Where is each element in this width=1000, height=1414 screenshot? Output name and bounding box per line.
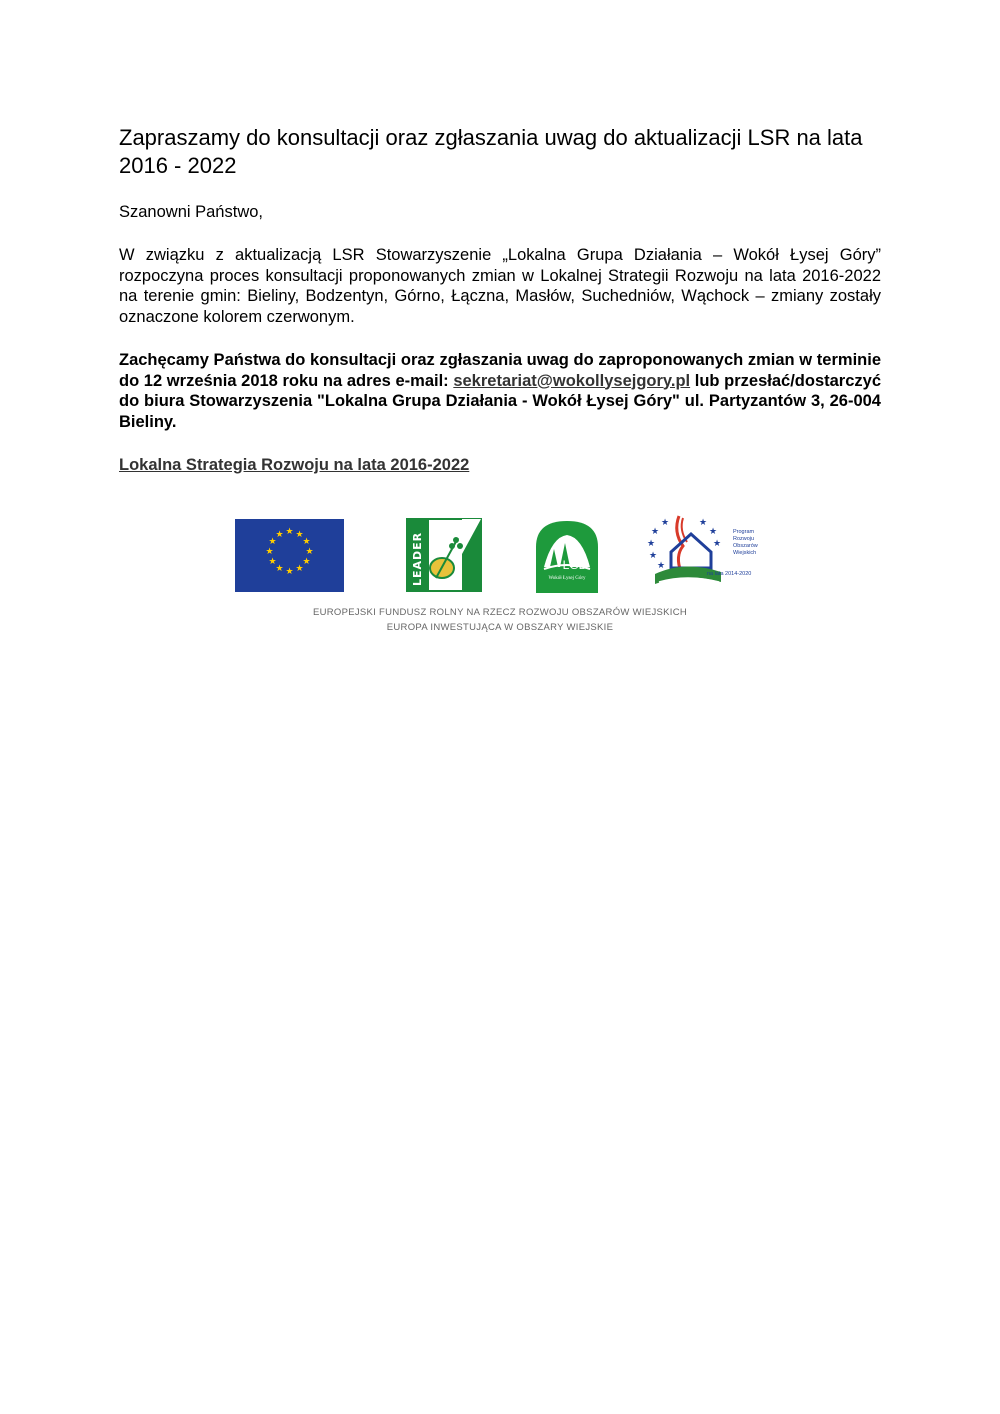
svg-text:★: ★	[713, 539, 722, 549]
svg-text:★: ★	[302, 557, 311, 567]
prow-years: na lata 2014-2020	[707, 571, 752, 577]
svg-text:★: ★	[285, 527, 294, 537]
svg-text:★: ★	[275, 530, 284, 540]
email-link[interactable]: sekretariat@wokollysejgory.pl	[453, 371, 691, 390]
footer-line-1: EUROPEJSKI FUNDUSZ ROLNY NA RZECZ ROZWOJU OBSZARÓW WIEJSKICH	[312, 607, 688, 618]
svg-text:★: ★	[275, 564, 284, 574]
svg-text:★: ★	[268, 557, 277, 567]
lgd-logo	[532, 517, 602, 593]
svg-text:★: ★	[649, 551, 658, 561]
prow-line-1: Program	[733, 529, 755, 535]
svg-text:★: ★	[647, 539, 656, 549]
intro-paragraph: W związku z aktualizacją LSR Stowarzyszenie „Lokalna Grupa Działania – Wokół Łysej Góry” rozpoczyna proces konsultacji proponowanych zmian w Lokalnej Strategii Rozwoju na lata 2016-2022 na terenie gmin: Bieliny, Bodzentyn, Górno, Łączna, Masłów, Suchedniów, Wąchock – zmiany zostały oznaczone kolorem czerwonym.	[119, 246, 881, 326]
svg-text:★: ★	[295, 530, 304, 540]
prow-line-4: Wiejskich	[733, 550, 757, 556]
invitation-text-start: Zachęcamy Państwa do konsultacji oraz zgłaszania uwag do zaproponowanych zmian w terminie do 12 września 2018 roku na adres e-mail:	[119, 351, 881, 390]
funding-logos	[0, 512, 1000, 642]
lsr-document-link[interactable]: Lokalna Strategia Rozwoju na lata 2016-2022	[119, 456, 470, 474]
greeting: Szanowni Państwo,	[119, 203, 263, 221]
eu-flag-logo	[235, 519, 344, 592]
leader-label	[408, 528, 428, 588]
svg-text:★: ★	[295, 564, 304, 574]
lgd-subtitle: Wokół Łysej Góry	[548, 576, 586, 581]
svg-text:★: ★	[305, 547, 314, 557]
svg-text:★: ★	[268, 537, 277, 547]
svg-text:★: ★	[657, 561, 666, 571]
svg-text:★: ★	[651, 527, 660, 537]
lgd-text: LGD	[562, 558, 588, 572]
page-title: Zapraszamy do konsultacji oraz zgłaszania uwag do aktualizacji LSR na lata 2016 - 2022	[119, 125, 863, 178]
svg-text:★: ★	[265, 547, 274, 557]
invitation-paragraph	[119, 350, 881, 432]
svg-text:★: ★	[699, 518, 708, 528]
svg-text:★: ★	[302, 537, 311, 547]
svg-text:★: ★	[709, 527, 718, 537]
prow-label	[733, 529, 783, 557]
prow-line-3: Obszarów	[733, 543, 758, 549]
svg-text:★: ★	[661, 518, 670, 528]
prow-line-2: Rozwoju	[733, 536, 755, 542]
lgd-label	[532, 558, 602, 581]
invitation-text-end: lub przesłać/dostarczyć do biura Stowarzyszenia "Lokalna Grupa Działania - Wokół Łysej Góry" ul. Partyzantów 3, 26-004 Bieliny.	[119, 371, 881, 431]
footer-line-2: EUROPA INWESTUJĄCA W OBSZARY WIEJSKIE	[386, 622, 614, 633]
leader-text: LEADER	[411, 531, 424, 586]
svg-text:★: ★	[285, 567, 294, 577]
